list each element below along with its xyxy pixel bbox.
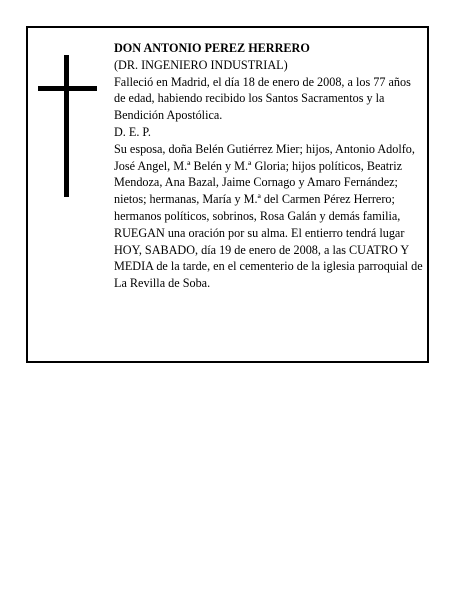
family-paragraph: Su esposa, doña Belén Gutiérrez Mier; hijos, Antonio Adolfo, José Angel, M.ª Belén y M.ª Gloria; hijos políticos, Beatriz Mendoza, Ana Bazal, Jaime Cornago y Amaro Fernández; nietos; hermanas, María y M.ª del Carmen Pérez Herrero; hermanos políticos, sobrinos, Rosa Galán y demás familia, (114, 141, 415, 223)
death-paragraph: Falleció en Madrid, el día 18 de enero de 2008, a los 77 años de edad, habiendo recibido los Santos Sacramentos y la Bendición Apostólica. (114, 74, 411, 123)
cross-vertical-bar (64, 55, 69, 197)
cross-icon (38, 55, 98, 197)
dep-line: D. E. P. (114, 124, 151, 139)
cross-horizontal-bar (38, 86, 97, 91)
notice-text (114, 40, 424, 292)
deceased-name: DON ANTONIO PEREZ HERRERO (114, 41, 310, 55)
obituary-notice (26, 26, 429, 363)
deceased-title: (DR. INGENIERO INDUSTRIAL) (114, 57, 288, 72)
request-paragraph: RUEGAN una oración por su alma. El entierro tendrá lugar HOY, SABADO, día 19 de enero de 2008, a las CUATRO Y MEDIA de la tarde, en el cementerio de la iglesia parroquial de La Revilla de Soba. (114, 225, 423, 291)
